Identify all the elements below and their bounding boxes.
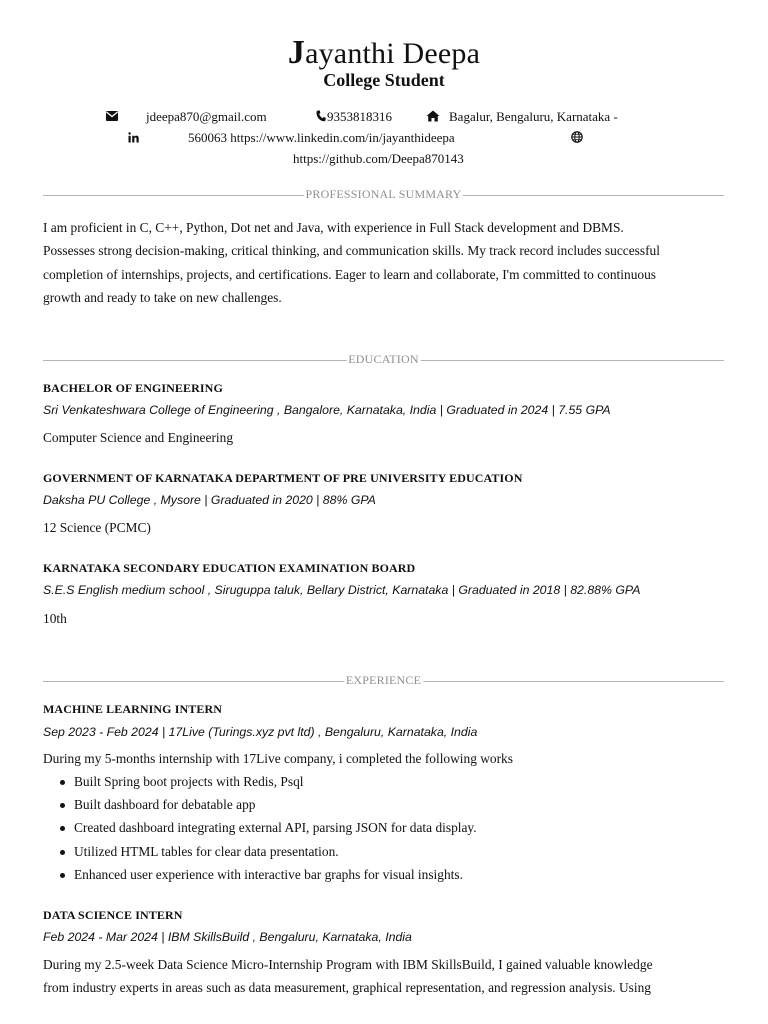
email-link[interactable]: jdeepa870@gmail.com: [146, 109, 267, 124]
home-icon: [426, 110, 440, 122]
education-field: Computer Science and Engineering: [43, 430, 234, 445]
experience-intro: [43, 953, 724, 1000]
list-item: Built Spring boot projects with Redis, Psql: [58, 770, 477, 793]
education-details: S.E.S English medium school , Siruguppa taluk, Bellary District, Karnataka | Graduated in 2018 | 82.88% GPA: [43, 583, 641, 597]
education-details: Sri Venkateshwara College of Engineering , Bangalore, Karnataka, India | Graduated in 2024 | 7.55 GPA: [43, 403, 611, 417]
globe-icon: [571, 131, 583, 143]
experience-intro-line: During my 2.5-week Data Science Micro-Internship Program with IBM SkillsBuild, I gained valuable knowledge: [43, 957, 653, 972]
experience-title: MACHINE LEARNING INTERN: [43, 702, 222, 716]
section-title-education: EDUCATION: [348, 352, 419, 366]
section-divider-experience: [43, 673, 724, 689]
phone-number[interactable]: 9353818316: [327, 109, 392, 124]
experience-details: Sep 2023 - Feb 2024 | 17Live (Turings.xyz pvt ltd) , Bengaluru, Karnataka, India: [43, 725, 478, 739]
summary-line: growth and ready to take on new challenges.: [43, 290, 282, 306]
education-title: GOVERNMENT OF KARNATAKA DEPARTMENT OF PRE UNIVERSITY EDUCATION: [43, 471, 523, 485]
section-divider-summary: [43, 187, 724, 203]
summary-line: I am proficient in C, C++, Python, Dot net and Java, with experience in Full Stack development and DBMS.: [43, 220, 624, 235]
summary-line: Possesses strong decision-making, critical thinking, and communication skills. My track record includes successful: [43, 243, 660, 259]
github-link[interactable]: https://github.com/Deepa870143: [293, 151, 464, 166]
list-item: Created dashboard integrating external API, parsing JSON for data display.: [58, 816, 477, 839]
experience-bullet-list: [58, 770, 477, 886]
section-title-summary: PROFESSIONAL SUMMARY: [305, 187, 462, 201]
experience-intro: During my 5-months internship with 17Live company, i completed the following works: [43, 751, 513, 766]
education-title: KARNATAKA SECONDARY EDUCATION EXAMINATION BOARD: [43, 561, 416, 575]
candidate-name: Jayanthi Deepa: [287, 34, 481, 71]
experience-details: Feb 2024 - Mar 2024 | IBM SkillsBuild , Bengaluru, Karnataka, India: [43, 930, 412, 944]
address-line1: Bagalur, Bengaluru, Karnataka -: [449, 109, 618, 124]
summary-paragraph: [43, 216, 724, 310]
experience-title: DATA SCIENCE INTERN: [43, 908, 183, 922]
list-item: Enhanced user experience with interactive bar graphs for visual insights.: [58, 863, 477, 886]
section-divider-education: [43, 352, 724, 368]
address-line2-and-linkedin[interactable]: 560063 https://www.linkedin.com/in/jayanthideepa: [188, 130, 455, 145]
envelope-icon: [106, 111, 118, 121]
section-title-experience: EXPERIENCE: [345, 673, 422, 687]
list-item: Built dashboard for debatable app: [58, 793, 477, 816]
education-field: 10th: [43, 611, 67, 626]
experience-intro-line: from industry experts in areas such as data measurement, graphical representation, and regression analysis. Using: [43, 980, 651, 996]
education-title: BACHELOR OF ENGINEERING: [43, 381, 223, 395]
phone-icon: [316, 110, 326, 122]
education-details: Daksha PU College , Mysore | Graduated in 2020 | 88% GPA: [43, 493, 376, 507]
linkedin-icon[interactable]: [128, 132, 139, 143]
summary-line: completion of internships, projects, and certifications. Eager to learn and collaborate, I'm committed to continuous: [43, 266, 656, 282]
list-item: Utilized HTML tables for clear data presentation.: [58, 840, 477, 863]
candidate-title: College Student: [323, 70, 445, 90]
education-field: 12 Science (PCMC): [43, 520, 151, 535]
